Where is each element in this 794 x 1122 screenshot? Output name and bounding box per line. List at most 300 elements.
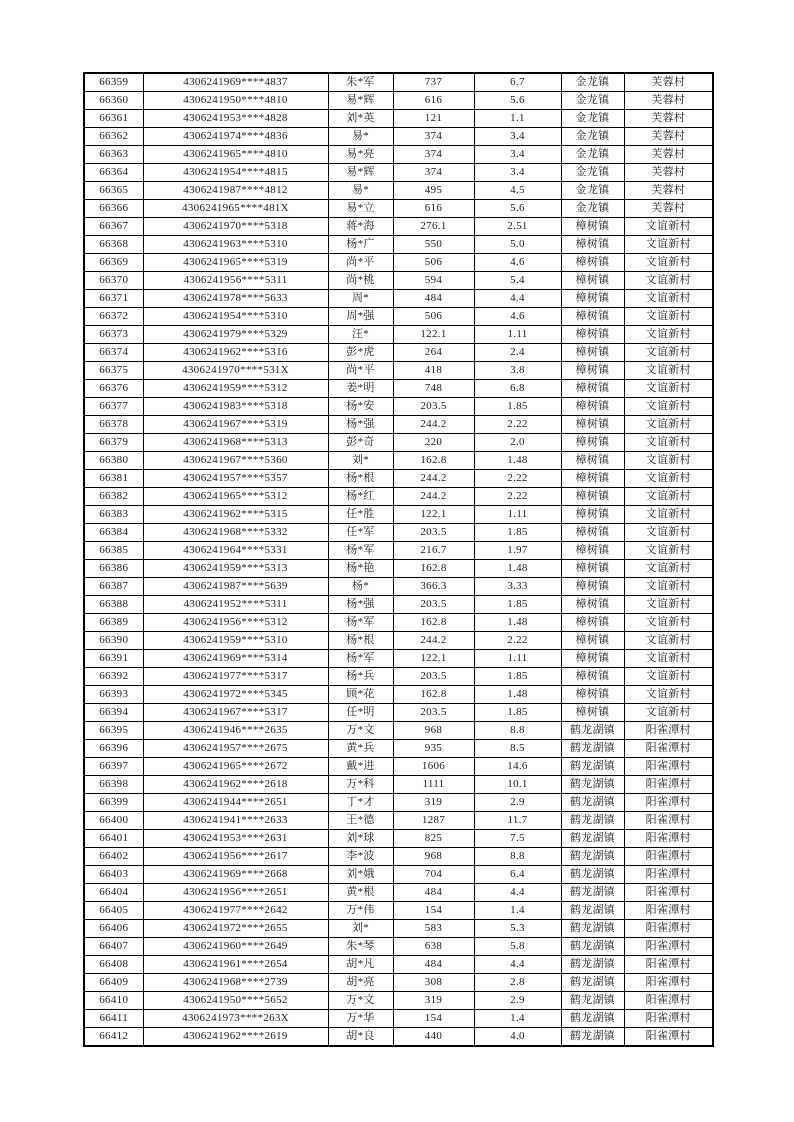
cell-ratio: 4.4: [474, 956, 561, 974]
table-row: [84, 830, 713, 848]
cell-serial: 66383: [84, 506, 143, 524]
cell-amount: 616: [393, 200, 474, 218]
cell-serial: 66388: [84, 596, 143, 614]
cell-amount: 366.3: [393, 578, 474, 596]
cell-amount: 748: [393, 380, 474, 398]
cell-town: 樟树镇: [561, 308, 624, 326]
cell-serial: 66402: [84, 848, 143, 866]
cell-id-number: 4306241973****263X: [143, 1010, 328, 1028]
cell-village: 文谊新村: [624, 704, 713, 722]
cell-id-number: 4306241956****5312: [143, 614, 328, 632]
cell-amount: 319: [393, 794, 474, 812]
cell-name: 刘*: [328, 920, 393, 938]
cell-serial: 66373: [84, 326, 143, 344]
cell-serial: 66379: [84, 434, 143, 452]
cell-name: 万*文: [328, 722, 393, 740]
cell-town: 樟树镇: [561, 596, 624, 614]
cell-town: 鹤龙湖镇: [561, 902, 624, 920]
cell-name: 尚*桃: [328, 272, 393, 290]
cell-village: 文谊新村: [624, 326, 713, 344]
cell-amount: 594: [393, 272, 474, 290]
cell-serial: 66376: [84, 380, 143, 398]
cell-serial: 66372: [84, 308, 143, 326]
cell-amount: 203.5: [393, 596, 474, 614]
cell-name: 顾*花: [328, 686, 393, 704]
cell-town: 樟树镇: [561, 452, 624, 470]
cell-ratio: 2.22: [474, 632, 561, 650]
cell-amount: 276.1: [393, 218, 474, 236]
cell-serial: 66361: [84, 110, 143, 128]
cell-name: 彭*奇: [328, 434, 393, 452]
cell-town: 鹤龙湖镇: [561, 992, 624, 1010]
cell-village: 文谊新村: [624, 578, 713, 596]
cell-amount: 154: [393, 902, 474, 920]
cell-amount: 162.8: [393, 686, 474, 704]
cell-id-number: 4306241972****5345: [143, 686, 328, 704]
cell-id-number: 4306241965****5312: [143, 488, 328, 506]
table-row: [84, 434, 713, 452]
cell-name: 杨*红: [328, 488, 393, 506]
cell-ratio: 2.51: [474, 218, 561, 236]
cell-id-number: 4306241957****5357: [143, 470, 328, 488]
cell-name: 杨*强: [328, 596, 393, 614]
cell-serial: 66395: [84, 722, 143, 740]
cell-ratio: 5.3: [474, 920, 561, 938]
cell-village: 文谊新村: [624, 488, 713, 506]
cell-town: 樟树镇: [561, 254, 624, 272]
cell-serial: 66375: [84, 362, 143, 380]
cell-name: 任*胜: [328, 506, 393, 524]
cell-id-number: 4306241941****2633: [143, 812, 328, 830]
table-row: [84, 704, 713, 722]
table-row: [84, 110, 713, 128]
cell-town: 金龙镇: [561, 128, 624, 146]
cell-name: 杨*强: [328, 416, 393, 434]
cell-ratio: 2.8: [474, 974, 561, 992]
cell-id-number: 4306241963****5310: [143, 236, 328, 254]
table-row: [84, 308, 713, 326]
cell-amount: 162.8: [393, 560, 474, 578]
cell-town: 金龙镇: [561, 200, 624, 218]
cell-name: 丁*才: [328, 794, 393, 812]
cell-ratio: 1.97: [474, 542, 561, 560]
cell-town: 樟树镇: [561, 344, 624, 362]
cell-town: 金龙镇: [561, 73, 624, 92]
cell-town: 金龙镇: [561, 110, 624, 128]
cell-serial: 66412: [84, 1028, 143, 1047]
records-tbody: [84, 73, 713, 1046]
cell-amount: 484: [393, 956, 474, 974]
cell-id-number: 4306241965****481X: [143, 200, 328, 218]
cell-name: 朱*琴: [328, 938, 393, 956]
cell-village: 文谊新村: [624, 470, 713, 488]
cell-serial: 66394: [84, 704, 143, 722]
cell-name: 尚*平: [328, 362, 393, 380]
table-row: [84, 1010, 713, 1028]
cell-ratio: 14.6: [474, 758, 561, 776]
cell-village: 芙蓉村: [624, 146, 713, 164]
cell-village: 文谊新村: [624, 542, 713, 560]
cell-town: 樟树镇: [561, 236, 624, 254]
cell-id-number: 4306241960****2649: [143, 938, 328, 956]
cell-name: 王*德: [328, 812, 393, 830]
cell-amount: 162.8: [393, 614, 474, 632]
cell-id-number: 4306241978****5633: [143, 290, 328, 308]
cell-town: 樟树镇: [561, 650, 624, 668]
cell-town: 金龙镇: [561, 164, 624, 182]
cell-amount: 374: [393, 146, 474, 164]
cell-village: 文谊新村: [624, 686, 713, 704]
cell-town: 樟树镇: [561, 524, 624, 542]
cell-village: 文谊新村: [624, 362, 713, 380]
cell-ratio: 3.33: [474, 578, 561, 596]
cell-id-number: 4306241953****4828: [143, 110, 328, 128]
cell-name: 万*科: [328, 776, 393, 794]
cell-village: 芙蓉村: [624, 92, 713, 110]
cell-town: 鹤龙湖镇: [561, 722, 624, 740]
cell-ratio: 2.9: [474, 992, 561, 1010]
table-row: [84, 920, 713, 938]
table-row: [84, 848, 713, 866]
cell-serial: 66371: [84, 290, 143, 308]
cell-name: 杨*艳: [328, 560, 393, 578]
cell-town: 金龙镇: [561, 182, 624, 200]
cell-village: 阳雀潭村: [624, 830, 713, 848]
cell-id-number: 4306241977****2642: [143, 902, 328, 920]
cell-ratio: 1.11: [474, 326, 561, 344]
cell-id-number: 4306241965****2672: [143, 758, 328, 776]
cell-serial: 66398: [84, 776, 143, 794]
cell-name: 周*强: [328, 308, 393, 326]
cell-name: 李*波: [328, 848, 393, 866]
cell-id-number: 4306241969****2668: [143, 866, 328, 884]
cell-name: 万*文: [328, 992, 393, 1010]
table-row: [84, 1028, 713, 1047]
cell-id-number: 4306241944****2651: [143, 794, 328, 812]
cell-village: 文谊新村: [624, 380, 713, 398]
cell-ratio: 10.1: [474, 776, 561, 794]
cell-ratio: 1.85: [474, 524, 561, 542]
cell-serial: 66382: [84, 488, 143, 506]
cell-ratio: 11.7: [474, 812, 561, 830]
table-row: [84, 488, 713, 506]
cell-serial: 66370: [84, 272, 143, 290]
cell-serial: 66374: [84, 344, 143, 362]
cell-serial: 66411: [84, 1010, 143, 1028]
cell-town: 樟树镇: [561, 470, 624, 488]
cell-ratio: 5.6: [474, 200, 561, 218]
cell-serial: 66369: [84, 254, 143, 272]
cell-id-number: 4306241987****4812: [143, 182, 328, 200]
cell-amount: 935: [393, 740, 474, 758]
table-row: [84, 794, 713, 812]
cell-name: 杨*军: [328, 614, 393, 632]
table-row: [84, 398, 713, 416]
table-row: [84, 254, 713, 272]
cell-ratio: 1.85: [474, 704, 561, 722]
cell-village: 文谊新村: [624, 650, 713, 668]
cell-ratio: 2.0: [474, 434, 561, 452]
cell-ratio: 2.22: [474, 470, 561, 488]
table-row: [84, 380, 713, 398]
cell-serial: 66367: [84, 218, 143, 236]
cell-id-number: 4306241959****5313: [143, 560, 328, 578]
cell-serial: 66409: [84, 974, 143, 992]
cell-amount: 484: [393, 884, 474, 902]
cell-id-number: 4306241967****5360: [143, 452, 328, 470]
cell-village: 文谊新村: [624, 272, 713, 290]
cell-serial: 66390: [84, 632, 143, 650]
cell-ratio: 1.48: [474, 452, 561, 470]
cell-town: 樟树镇: [561, 416, 624, 434]
cell-town: 鹤龙湖镇: [561, 812, 624, 830]
cell-serial: 66378: [84, 416, 143, 434]
cell-amount: 216.7: [393, 542, 474, 560]
cell-name: 杨*广: [328, 236, 393, 254]
cell-amount: 244.2: [393, 416, 474, 434]
cell-town: 鹤龙湖镇: [561, 740, 624, 758]
cell-serial: 66387: [84, 578, 143, 596]
cell-village: 文谊新村: [624, 236, 713, 254]
table-row: [84, 542, 713, 560]
table-row: [84, 452, 713, 470]
table-row: [84, 632, 713, 650]
cell-id-number: 4306241962****2619: [143, 1028, 328, 1047]
cell-town: 鹤龙湖镇: [561, 884, 624, 902]
cell-id-number: 4306241968****5313: [143, 434, 328, 452]
cell-town: 樟树镇: [561, 398, 624, 416]
table-row: [84, 470, 713, 488]
cell-name: 姜*明: [328, 380, 393, 398]
cell-village: 文谊新村: [624, 218, 713, 236]
cell-amount: 244.2: [393, 488, 474, 506]
cell-amount: 203.5: [393, 704, 474, 722]
cell-ratio: 4.6: [474, 308, 561, 326]
cell-id-number: 4306241968****2739: [143, 974, 328, 992]
cell-amount: 968: [393, 722, 474, 740]
cell-town: 樟树镇: [561, 704, 624, 722]
cell-id-number: 4306241965****4810: [143, 146, 328, 164]
cell-village: 阳雀潭村: [624, 884, 713, 902]
table-row: [84, 344, 713, 362]
cell-town: 樟树镇: [561, 290, 624, 308]
cell-name: 刘*球: [328, 830, 393, 848]
cell-ratio: 1.48: [474, 686, 561, 704]
cell-serial: 66384: [84, 524, 143, 542]
cell-ratio: 8.5: [474, 740, 561, 758]
cell-village: 阳雀潭村: [624, 1010, 713, 1028]
table-row: [84, 758, 713, 776]
cell-town: 鹤龙湖镇: [561, 956, 624, 974]
cell-village: 芙蓉村: [624, 110, 713, 128]
cell-ratio: 7.5: [474, 830, 561, 848]
cell-serial: 66386: [84, 560, 143, 578]
cell-serial: 66380: [84, 452, 143, 470]
cell-ratio: 1.85: [474, 668, 561, 686]
table-row: [84, 290, 713, 308]
cell-id-number: 4306241967****5319: [143, 416, 328, 434]
cell-name: 易*辉: [328, 164, 393, 182]
cell-amount: 220: [393, 434, 474, 452]
cell-town: 鹤龙湖镇: [561, 974, 624, 992]
cell-town: 鹤龙湖镇: [561, 920, 624, 938]
table-row: [84, 938, 713, 956]
records-table: [83, 72, 714, 1047]
cell-amount: 1287: [393, 812, 474, 830]
cell-amount: 203.5: [393, 398, 474, 416]
cell-village: 文谊新村: [624, 614, 713, 632]
cell-ratio: 6.7: [474, 73, 561, 92]
table-row: [84, 146, 713, 164]
cell-amount: 121: [393, 110, 474, 128]
cell-id-number: 4306241962****5315: [143, 506, 328, 524]
cell-village: 文谊新村: [624, 524, 713, 542]
cell-town: 樟树镇: [561, 362, 624, 380]
cell-town: 鹤龙湖镇: [561, 938, 624, 956]
cell-village: 芙蓉村: [624, 73, 713, 92]
cell-serial: 66403: [84, 866, 143, 884]
cell-town: 鹤龙湖镇: [561, 866, 624, 884]
cell-village: 阳雀潭村: [624, 794, 713, 812]
cell-ratio: 4.4: [474, 884, 561, 902]
cell-name: 易*亮: [328, 146, 393, 164]
table-row: [84, 686, 713, 704]
cell-id-number: 4306241956****5311: [143, 272, 328, 290]
cell-name: 杨*兵: [328, 668, 393, 686]
cell-id-number: 4306241968****5332: [143, 524, 328, 542]
cell-village: 阳雀潭村: [624, 956, 713, 974]
cell-id-number: 4306241946****2635: [143, 722, 328, 740]
cell-ratio: 6.8: [474, 380, 561, 398]
cell-name: 胡*良: [328, 1028, 393, 1047]
cell-village: 阳雀潭村: [624, 848, 713, 866]
table-row: [84, 614, 713, 632]
cell-ratio: 1.1: [474, 110, 561, 128]
cell-id-number: 4306241970****531X: [143, 362, 328, 380]
cell-id-number: 4306241965****5319: [143, 254, 328, 272]
cell-serial: 66362: [84, 128, 143, 146]
table-row: [84, 668, 713, 686]
table-row: [84, 128, 713, 146]
cell-village: 阳雀潭村: [624, 938, 713, 956]
cell-ratio: 3.4: [474, 164, 561, 182]
cell-ratio: 8.8: [474, 722, 561, 740]
cell-serial: 66364: [84, 164, 143, 182]
cell-ratio: 5.4: [474, 272, 561, 290]
cell-id-number: 4306241956****2651: [143, 884, 328, 902]
cell-id-number: 4306241970****5318: [143, 218, 328, 236]
cell-town: 鹤龙湖镇: [561, 794, 624, 812]
table-row: [84, 218, 713, 236]
cell-amount: 638: [393, 938, 474, 956]
cell-ratio: 6.4: [474, 866, 561, 884]
cell-amount: 122.1: [393, 326, 474, 344]
cell-id-number: 4306241969****4837: [143, 73, 328, 92]
cell-serial: 66392: [84, 668, 143, 686]
cell-amount: 374: [393, 164, 474, 182]
cell-id-number: 4306241962****2618: [143, 776, 328, 794]
cell-village: 阳雀潭村: [624, 776, 713, 794]
cell-village: 文谊新村: [624, 632, 713, 650]
cell-name: 万*伟: [328, 902, 393, 920]
cell-ratio: 1.48: [474, 614, 561, 632]
cell-id-number: 4306241977****5317: [143, 668, 328, 686]
cell-amount: 319: [393, 992, 474, 1010]
cell-village: 文谊新村: [624, 434, 713, 452]
cell-serial: 66366: [84, 200, 143, 218]
cell-amount: 616: [393, 92, 474, 110]
cell-serial: 66363: [84, 146, 143, 164]
cell-town: 樟树镇: [561, 686, 624, 704]
cell-village: 文谊新村: [624, 416, 713, 434]
cell-id-number: 4306241954****4815: [143, 164, 328, 182]
cell-amount: 122.1: [393, 650, 474, 668]
cell-id-number: 4306241953****2631: [143, 830, 328, 848]
cell-serial: 66393: [84, 686, 143, 704]
cell-amount: 704: [393, 866, 474, 884]
table-row: [84, 740, 713, 758]
cell-id-number: 4306241964****5331: [143, 542, 328, 560]
cell-village: 文谊新村: [624, 254, 713, 272]
cell-amount: 264: [393, 344, 474, 362]
cell-serial: 66400: [84, 812, 143, 830]
cell-town: 樟树镇: [561, 614, 624, 632]
cell-amount: 825: [393, 830, 474, 848]
cell-ratio: 1.11: [474, 650, 561, 668]
table-row: [84, 578, 713, 596]
cell-ratio: 3.4: [474, 128, 561, 146]
cell-serial: 66385: [84, 542, 143, 560]
cell-village: 文谊新村: [624, 596, 713, 614]
cell-village: 文谊新村: [624, 344, 713, 362]
cell-id-number: 4306241969****5314: [143, 650, 328, 668]
cell-serial: 66389: [84, 614, 143, 632]
table-row: [84, 200, 713, 218]
cell-name: 汪*: [328, 326, 393, 344]
cell-amount: 506: [393, 308, 474, 326]
cell-amount: 1606: [393, 758, 474, 776]
cell-serial: 66406: [84, 920, 143, 938]
cell-town: 鹤龙湖镇: [561, 830, 624, 848]
cell-town: 鹤龙湖镇: [561, 848, 624, 866]
cell-name: 任*明: [328, 704, 393, 722]
table-row: [84, 974, 713, 992]
cell-village: 芙蓉村: [624, 200, 713, 218]
cell-village: 文谊新村: [624, 290, 713, 308]
table-row: [84, 326, 713, 344]
cell-id-number: 4306241950****5652: [143, 992, 328, 1010]
cell-id-number: 4306241962****5316: [143, 344, 328, 362]
cell-village: 文谊新村: [624, 308, 713, 326]
cell-ratio: 1.85: [474, 398, 561, 416]
cell-village: 文谊新村: [624, 668, 713, 686]
table-row: [84, 560, 713, 578]
cell-village: 文谊新村: [624, 560, 713, 578]
cell-village: 芙蓉村: [624, 164, 713, 182]
cell-amount: 203.5: [393, 524, 474, 542]
cell-serial: 66391: [84, 650, 143, 668]
cell-ratio: 8.8: [474, 848, 561, 866]
cell-id-number: 4306241979****5329: [143, 326, 328, 344]
table-row: [84, 416, 713, 434]
cell-ratio: 2.9: [474, 794, 561, 812]
cell-town: 鹤龙湖镇: [561, 1028, 624, 1047]
cell-name: 胡*亮: [328, 974, 393, 992]
cell-serial: 66410: [84, 992, 143, 1010]
cell-id-number: 4306241987****5639: [143, 578, 328, 596]
cell-village: 阳雀潭村: [624, 902, 713, 920]
cell-amount: 484: [393, 290, 474, 308]
